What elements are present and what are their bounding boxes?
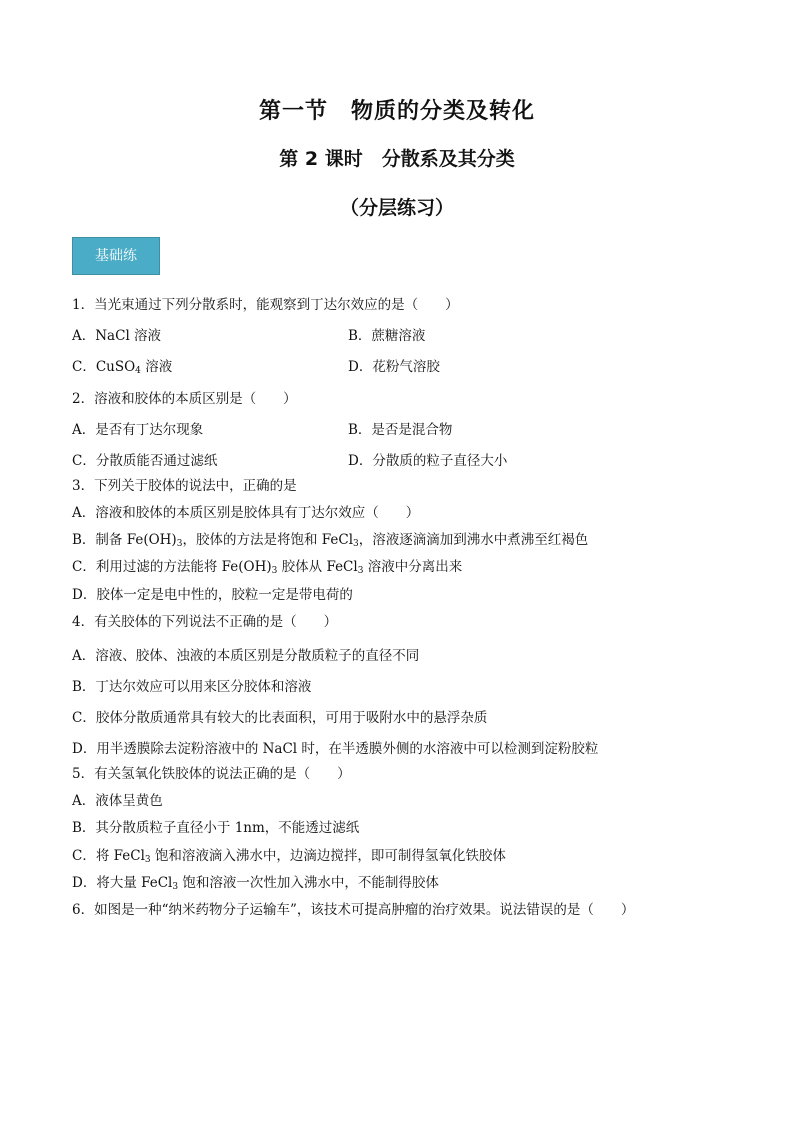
question-3-stem: 3．下列关于胶体的说法中，正确的是 xyxy=(72,478,297,494)
question-5-option-b: B．其分散质粒子直径小于 1nm，不能透过滤纸 xyxy=(72,820,360,836)
question-4-option-c: C．胶体分散质通常具有较大的比表面积，可用于吸附水中的悬浮杂质 xyxy=(72,710,488,726)
question-1-option-b: B．蔗糖溶液 xyxy=(348,328,426,344)
question-6-stem: 6．如图是一种“纳米药物分子运输车”，该技术可提高肿瘤的治疗效果。说法错误的是（ ） xyxy=(72,902,635,918)
lesson-subtitle: 第 2 课时 分散系及其分类 xyxy=(279,148,515,170)
question-5-option-d: D．将大量 FeCl$_3$ 饱和溶液一次性加入沸水中，不能制得胶体 xyxy=(72,875,439,892)
question-1-stem: 1．当光束通过下列分散系时，能观察到丁达尔效应的是（ ） xyxy=(72,297,459,313)
question-1-option-c: C．CuSO$_4$ 溶液 xyxy=(72,359,173,376)
question-3-option-a: A．溶液和胶体的本质区别是胶体具有丁达尔效应（ ） xyxy=(72,505,420,521)
question-2-option-a: A．是否有丁达尔现象 xyxy=(72,422,204,438)
practice-tag: （分层练习） xyxy=(339,197,454,219)
question-5-option-a: A．液体呈黄色 xyxy=(72,793,163,809)
question-3-option-c: C．利用过滤的方法能将 $Fe(OH)_3$ 胶体从 FeCl$_3$ 溶液中分离出来 xyxy=(72,559,463,576)
question-3-option-b: B．制备 $Fe(OH)_3$，胶体的方法是将饱和 FeCl$_3$，溶液逐滴滴加到沸水中煮沸至红褐色 xyxy=(72,532,589,549)
question-4-option-a: A．溶液、胶体、浊液的本质区别是分散质粒子的直径不同 xyxy=(72,648,420,664)
question-4-option-b: B．丁达尔效应可以用来区分胶体和溶液 xyxy=(72,679,312,695)
section-title: 第一节 物质的分类及转化 xyxy=(258,99,535,124)
question-2-option-b: B．是否是混合物 xyxy=(348,422,453,438)
question-1-option-d: D．花粉气溶胶 xyxy=(348,359,440,375)
question-5-option-c: C．将 FeCl$_3$ 饱和溶液滴入沸水中，边滴边搅拌，即可制得氢氧化铁胶体 xyxy=(72,848,506,865)
question-2-option-c: C．分散质能否通过滤纸 xyxy=(72,453,218,469)
question-3-option-d: D．胶体一定是电中性的，胶粒一定是带电荷的 xyxy=(72,587,353,603)
question-4-stem: 4．有关胶体的下列说法不正确的是（ ） xyxy=(72,614,338,630)
question-4-option-d: D．用半透膜除去淀粉溶液中的 NaCl 时，在半透膜外侧的水溶液中可以检测到淀粉胶粒 xyxy=(72,741,599,757)
question-2-option-d: D．分散质的粒子直径大小 xyxy=(348,453,508,469)
basic-practice-badge: 基础练 xyxy=(72,237,160,275)
question-5-stem: 5．有关氢氧化铁胶体的说法正确的是（ ） xyxy=(72,766,351,782)
question-1-option-a: A．NaCl 溶液 xyxy=(72,328,162,344)
question-2-stem: 2．溶液和胶体的本质区别是（ ） xyxy=(72,391,297,407)
